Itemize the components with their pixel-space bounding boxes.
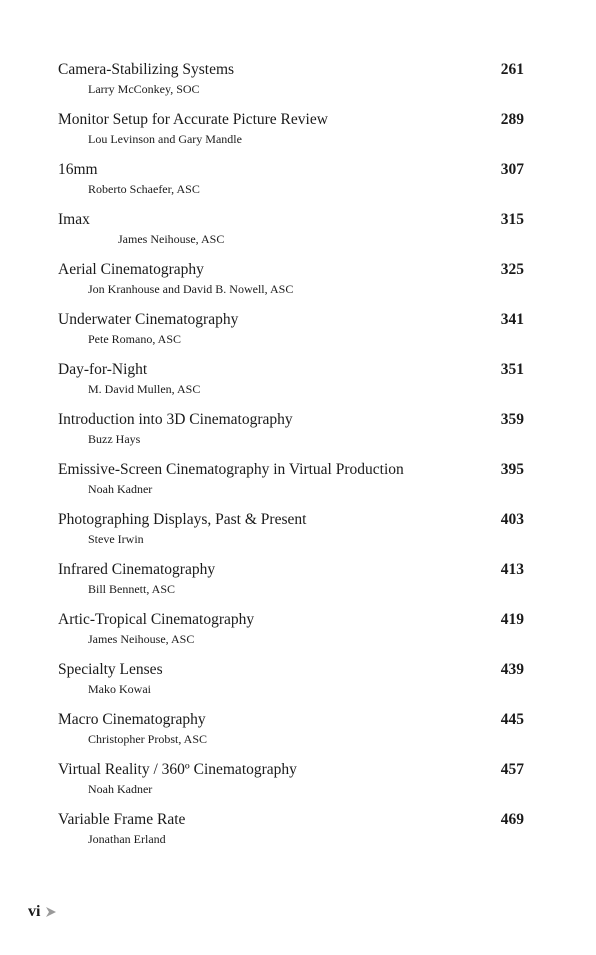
chapter-title: Underwater Cinematography [58, 311, 239, 328]
folio-page-number: vi [28, 903, 41, 920]
page-number: 419 [500, 611, 524, 628]
page-number: 445 [500, 711, 524, 728]
page-number: 351 [500, 361, 524, 378]
chapter-author: Steve Irwin [88, 532, 144, 546]
toc-entry[interactable] [58, 110, 524, 160]
toc-entry[interactable] [58, 760, 524, 810]
chapter-author: Buzz Hays [88, 432, 141, 446]
toc-entry[interactable] [58, 260, 524, 310]
chapter-author: Noah Kadner [88, 482, 153, 496]
chapter-title: Day-for-Night [58, 361, 148, 378]
toc-entry[interactable] [58, 510, 524, 560]
chapter-title: 16mm [58, 161, 98, 178]
toc-entry[interactable] [58, 310, 524, 360]
chapter-author: M. David Mullen, ASC [88, 382, 201, 396]
toc-entry[interactable] [58, 710, 524, 760]
chapter-title: Monitor Setup for Accurate Picture Review [58, 111, 328, 128]
chapter-title: Virtual Reality / 360º Cinematography [58, 761, 297, 778]
chapter-author: Pete Romano, ASC [88, 332, 182, 346]
chapter-title: Photographing Displays, Past & Present [58, 511, 307, 528]
table-of-contents [58, 60, 524, 860]
chapter-title: Emissive-Screen Cinematography in Virtual Production [58, 461, 404, 478]
page-number: 359 [500, 411, 524, 428]
toc-entry[interactable] [58, 460, 524, 510]
toc-entry[interactable] [58, 160, 524, 210]
toc-entry[interactable] [58, 210, 524, 260]
chapter-title: Imax [58, 211, 90, 228]
toc-entry[interactable] [58, 610, 524, 660]
chapter-title: Infrared Cinematography [58, 561, 216, 578]
page-number: 307 [500, 161, 524, 178]
chapter-title: Camera-Stabilizing Systems [58, 61, 235, 78]
chapter-author: Noah Kadner [88, 782, 153, 796]
chapter-title: Specialty Lenses [58, 661, 163, 678]
page-number: 457 [500, 761, 524, 778]
page-number: 341 [500, 311, 524, 328]
toc-entry[interactable] [58, 810, 524, 860]
page-number: 469 [500, 811, 524, 828]
page-number: 315 [500, 211, 524, 228]
chapter-author: James Neihouse, ASC [118, 232, 225, 246]
page-number: 261 [500, 61, 524, 78]
toc-entry[interactable] [58, 560, 524, 610]
page-number: 395 [500, 461, 524, 478]
toc-entry[interactable] [58, 410, 524, 460]
page-number: 413 [500, 561, 524, 578]
chapter-title: Macro Cinematography [58, 711, 206, 728]
chapter-title: Aerial Cinematography [58, 261, 204, 278]
chapter-title: Variable Frame Rate [58, 811, 186, 828]
chapter-author: Bill Bennett, ASC [88, 582, 176, 596]
chapter-author: Christopher Probst, ASC [88, 732, 208, 746]
right-arrow-icon [45, 906, 57, 918]
chapter-author: Larry McConkey, SOC [88, 82, 200, 96]
chapter-title: Artic-Tropical Cinematography [58, 611, 255, 628]
toc-entry[interactable] [58, 360, 524, 410]
page-number: 439 [500, 661, 524, 678]
chapter-author: Roberto Schaefer, ASC [88, 182, 200, 196]
chapter-author: James Neihouse, ASC [88, 632, 195, 646]
chapter-author: Jonathan Erland [88, 832, 166, 846]
page-number: 325 [500, 261, 524, 278]
chapter-title: Introduction into 3D Cinematography [58, 411, 293, 428]
chapter-author: Mako Kowai [88, 682, 151, 696]
page-number: 289 [500, 111, 524, 128]
toc-entry[interactable] [58, 660, 524, 710]
chapter-author: Jon Kranhouse and David B. Nowell, ASC [88, 282, 294, 296]
chapter-author: Lou Levinson and Gary Mandle [88, 132, 242, 146]
page-number: 403 [500, 511, 524, 528]
page-folio [28, 902, 57, 922]
toc-entry[interactable] [58, 60, 524, 110]
